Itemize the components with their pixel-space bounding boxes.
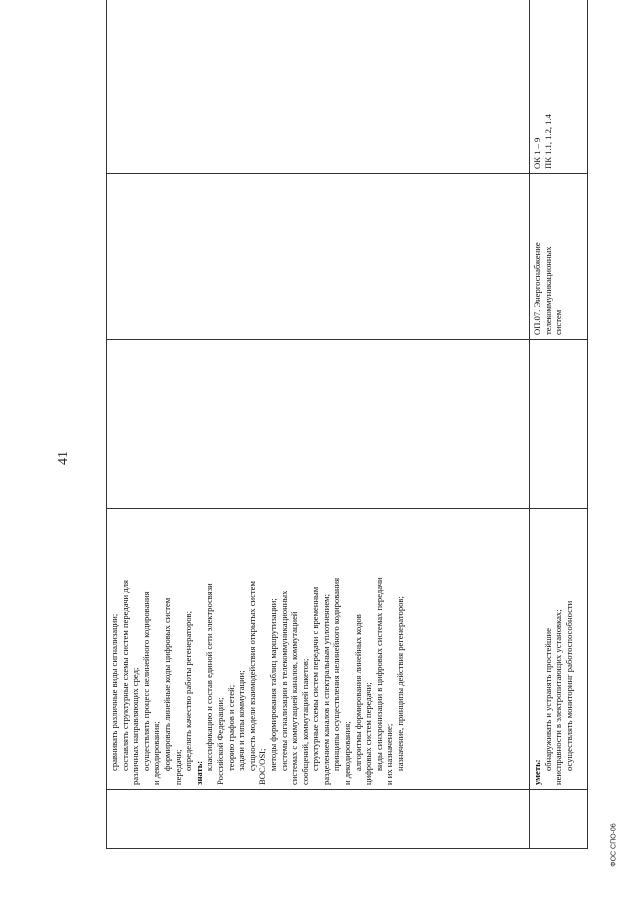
table-cell-empty bbox=[530, 340, 588, 509]
text-line: неисправности в электропитающих установках; bbox=[553, 609, 564, 785]
text-line: и декодирования; bbox=[151, 721, 162, 785]
text-line: осуществлять мониторинг работоспособности bbox=[563, 600, 574, 771]
text-line: системы сигнализации в телекоммуникационных bbox=[278, 590, 289, 771]
table-cell-content bbox=[107, 509, 530, 790]
table-row bbox=[107, 0, 530, 849]
text-line: структурные схемы систем передачи с временным bbox=[310, 586, 321, 771]
text-line: формировать линейные коды цифровых систем bbox=[161, 597, 172, 771]
text-line: и их назначение; bbox=[384, 723, 395, 785]
discipline-lines bbox=[532, 178, 564, 335]
table-cell-discipline bbox=[530, 174, 588, 340]
text-line: ОК 1 – 9 bbox=[532, 137, 542, 169]
text-line: сравнивать различные виды сигнализации; bbox=[109, 613, 119, 771]
text-line: ПК 1.1, 1.2, 1.4 bbox=[542, 114, 553, 169]
text-line: сущность модели взаимодействия открытых систем bbox=[246, 581, 257, 771]
text-line: цифровых систем передачи; bbox=[363, 682, 374, 785]
text-line: ВОС/OSI; bbox=[257, 748, 268, 785]
text-line: передачи; bbox=[172, 749, 183, 785]
text-line: систем bbox=[553, 309, 564, 335]
table-cell-empty bbox=[107, 340, 530, 509]
text-line: ОП.07. Энергоснабжение bbox=[532, 242, 542, 335]
content-lines bbox=[109, 513, 406, 785]
text-line: определять качество работы регенераторов; bbox=[183, 611, 194, 771]
document-table bbox=[106, 0, 588, 849]
competence-lines bbox=[532, 3, 553, 169]
text-line: теорию графов и сетей; bbox=[225, 684, 236, 771]
text-line: назначение, принципы действия регенераторов; bbox=[395, 596, 406, 771]
text-line: методы формирования таблиц маршрутизации; bbox=[267, 598, 278, 771]
footer-label bbox=[608, 815, 620, 875]
text-line: сообщений, коммутацией пакетов; bbox=[299, 658, 310, 785]
page-number bbox=[56, 443, 72, 473]
text-line: разделением каналов и спектральным уплотнением; bbox=[320, 593, 331, 785]
table-cell-competences bbox=[530, 0, 588, 174]
text-line: алгоритмы формирования линейных кодов bbox=[352, 614, 363, 771]
text-line: составлять структурные схемы систем передачи для bbox=[119, 580, 130, 771]
text-line: задачи и типы коммутации; bbox=[236, 670, 247, 771]
table-cell-empty bbox=[107, 790, 530, 849]
text-line: системах с коммутацией каналов, коммутацией bbox=[289, 611, 300, 785]
table-cell-content bbox=[530, 509, 588, 790]
table-cell-empty bbox=[107, 0, 530, 174]
document-table-container bbox=[106, 44, 587, 849]
text-line: классификацию и состав единой сети электросвязи bbox=[204, 583, 215, 771]
table-cell-empty bbox=[530, 790, 588, 849]
table-row bbox=[530, 0, 588, 849]
text-line: обнаруживать и устранять простейшие bbox=[542, 628, 553, 771]
section-heading: уметь: bbox=[532, 759, 542, 785]
text-line: различных направляющих сред; bbox=[130, 667, 141, 785]
text-line: принципы осуществления нелинейного кодирования bbox=[331, 577, 342, 771]
text-line: и декодирования; bbox=[342, 721, 353, 785]
text-line: Российской Федерации; bbox=[214, 697, 225, 785]
content-lines bbox=[532, 513, 574, 785]
page-number-text: 41 bbox=[56, 451, 71, 465]
text-line: телекоммуникационных bbox=[542, 246, 553, 335]
text-line: осуществлять процесс нелинейного кодирования bbox=[140, 591, 151, 771]
footer-text: ФОС СПО-06 bbox=[610, 823, 618, 867]
table-cell-empty bbox=[107, 174, 530, 340]
section-heading: знать: bbox=[193, 760, 204, 785]
text-line: виды синхронизации в цифровых системах передачи bbox=[373, 577, 384, 771]
